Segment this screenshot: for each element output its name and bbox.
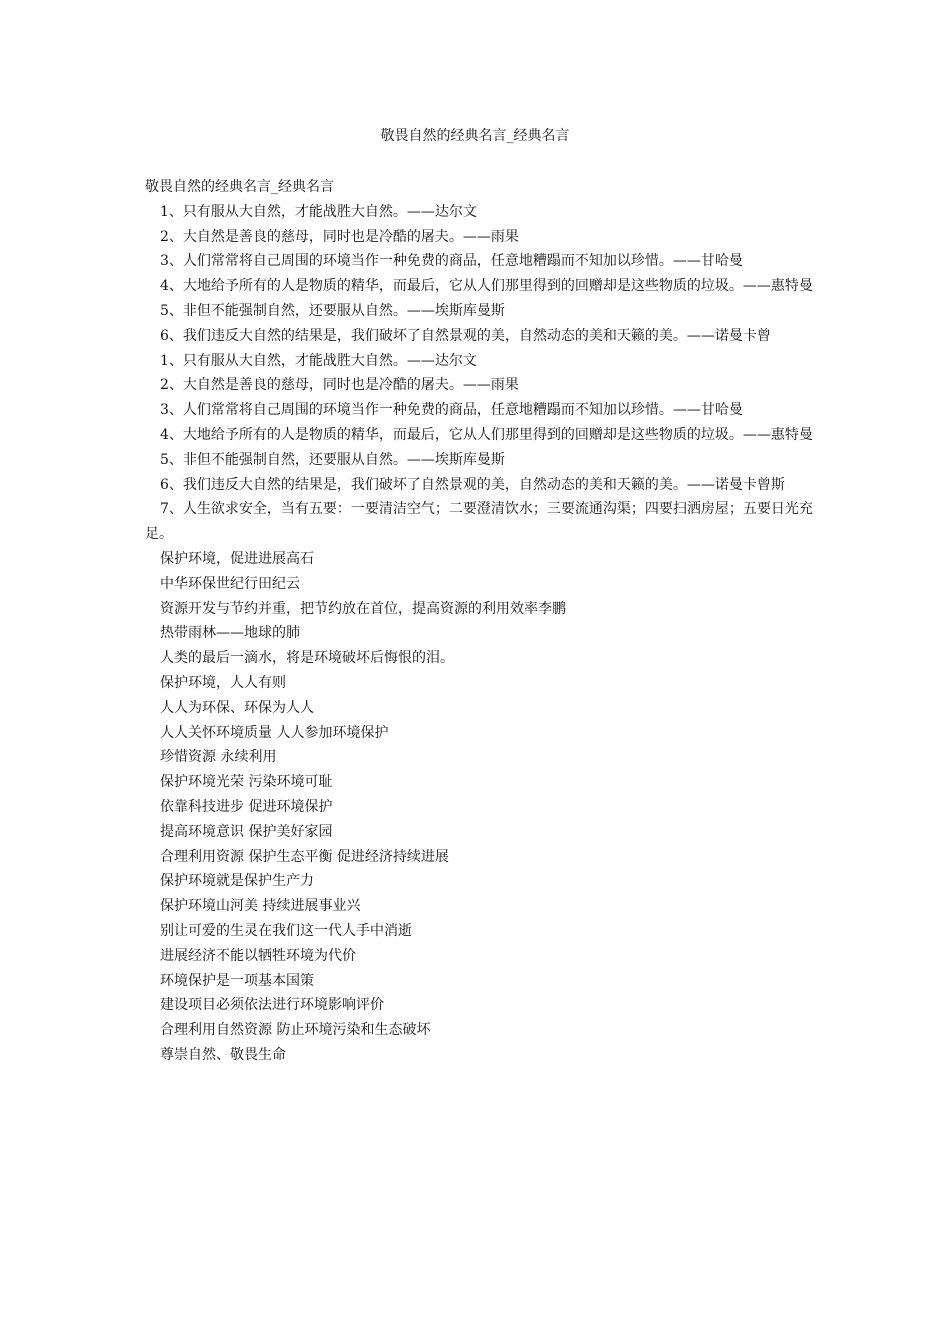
document-body: [145, 175, 821, 1068]
text-line: 3、人们常常将自己周围的环境当作一种免费的商品，任意地糟蹋而不知加以珍惜。——甘哈曼: [160, 253, 743, 270]
text-line: 人人关怀环境质量 人人参加环境保护: [160, 724, 389, 741]
text-line: 保护环境山河美 持续进展事业兴: [160, 898, 361, 915]
text-line: 热带雨林——地球的肺: [160, 625, 300, 642]
text-line: 4、大地给予所有的人是物质的精华，而最后，它从人们那里得到的回赠却是这些物质的垃圾。——惠特曼: [160, 278, 813, 295]
page-title: 敬畏自然的经典名言_经典名言: [380, 128, 570, 144]
text-line: 中华环保世纪行田纪云: [160, 575, 300, 592]
text-line: 保护环境就是保护生产力: [160, 873, 314, 890]
text-line: 1、只有服从大自然，才能战胜大自然。——达尔文: [160, 352, 477, 369]
text-line: 进展经济不能以牺牲环境为代价: [160, 947, 356, 964]
text-line: 1、只有服从大自然，才能战胜大自然。——达尔文: [160, 203, 477, 220]
document-heading: 敬畏自然的经典名言_经典名言: [145, 179, 334, 195]
text-line: 7、人生欲求安全，当有五要：一要清洁空气；二要澄清饮水；三要流通沟渠；四要扫洒房屋；五要日光充足。: [145, 501, 813, 543]
text-line: 资源开发与节约并重，把节约放在首位，提高资源的利用效率李鹏: [160, 600, 566, 617]
text-line: 尊崇自然、敬畏生命: [160, 1046, 286, 1063]
text-line: 6、我们违反大自然的结果是，我们破坏了自然景观的美，自然动态的美和天籁的美。——诺曼卡曾: [160, 327, 771, 344]
text-line: 别让可爱的生灵在我们这一代人手中消逝: [160, 922, 412, 939]
text-line: 建设项目必须依法进行环境影响评价: [160, 997, 384, 1014]
text-line: 3、人们常常将自己周围的环境当作一种免费的商品，任意地糟蹋而不知加以珍惜。——甘哈曼: [160, 402, 743, 419]
text-line: 保护环境，人人有则: [160, 674, 286, 691]
quote-list: [145, 200, 821, 1068]
text-line: 人人为环保、环保为人人: [160, 699, 314, 716]
text-line: 2、大自然是善良的慈母，同时也是冷酷的屠夫。——雨果: [160, 377, 519, 394]
text-line: 2、大自然是善良的慈母，同时也是冷酷的屠夫。——雨果: [160, 228, 519, 245]
text-line: 合理利用自然资源 防止环境污染和生态破坏: [160, 1022, 431, 1039]
text-line: 5、非但不能强制自然，还要服从自然。——埃斯库曼斯: [160, 451, 505, 468]
text-line: 依靠科技进步 促进环境保护: [160, 798, 333, 815]
text-line: 保护环境，促进进展高石: [160, 550, 314, 567]
text-line: 6、我们违反大自然的结果是，我们破坏了自然景观的美，自然动态的美和天籁的美。——诺曼卡曾斯: [160, 476, 785, 493]
text-line: 珍惜资源 永续利用: [160, 749, 277, 766]
text-line: 提高环境意识 保护美好家园: [160, 823, 333, 840]
text-line: 人类的最后一滴水，将是环境破坏后悔恨的泪。: [160, 650, 454, 667]
text-line: 5、非但不能强制自然，还要服从自然。——埃斯库曼斯: [160, 302, 505, 319]
text-line: 环境保护是一项基本国策: [160, 972, 314, 989]
text-line: 保护环境光荣 污染环境可耻: [160, 774, 333, 791]
text-line: 合理利用资源 保护生态平衡 促进经济持续进展: [160, 848, 449, 865]
text-line: 4、大地给予所有的人是物质的精华，而最后，它从人们那里得到的回赠却是这些物质的垃圾。——惠特曼: [160, 426, 813, 443]
